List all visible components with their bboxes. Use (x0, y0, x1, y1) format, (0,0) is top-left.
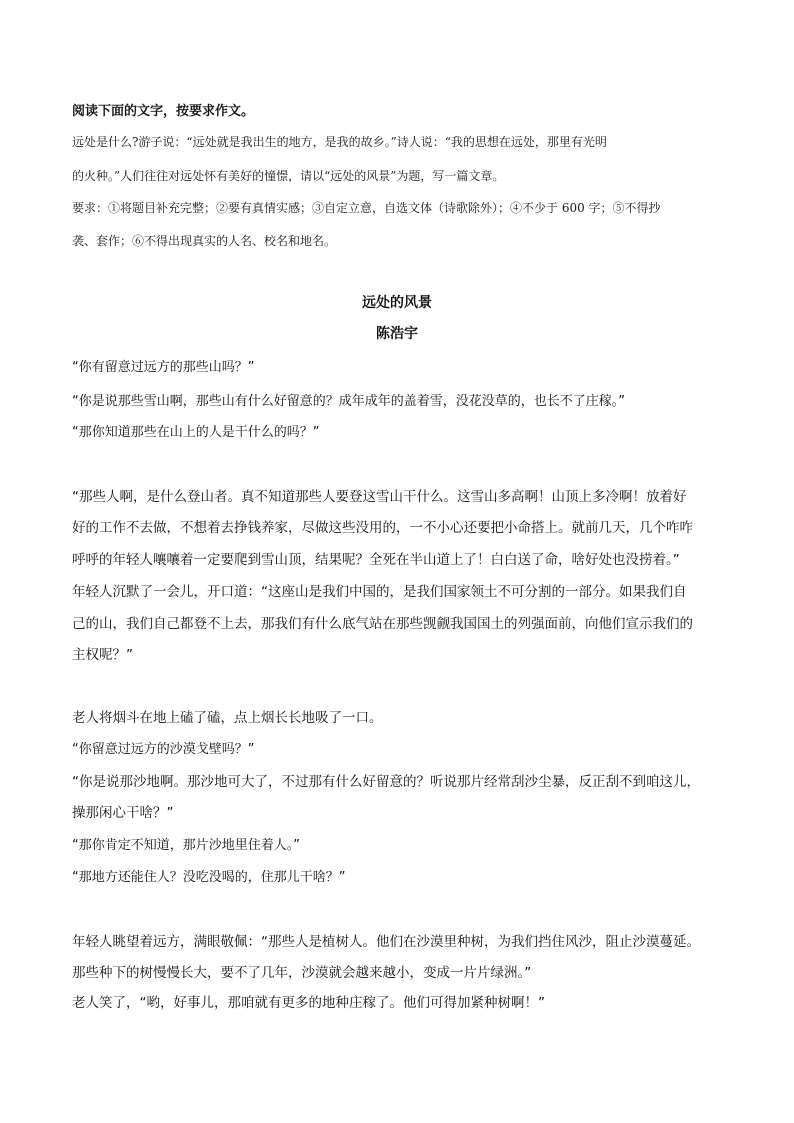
prompt-line: 的火种。”人们往往对远处怀有美好的憧憬，请以“远处的风景”为题，写一篇文章。 (72, 169, 505, 183)
essay-line: 呼呼的年轻人嚷嚷着一定要爬到雪山顶，结果呢？全死在半山道上了！白白送了命，啥好处也没捞着。” (72, 552, 680, 568)
essay-line: “你有留意过远方的那些山吗？” (72, 360, 255, 375)
essay-line: 操那闲心干啥？” (72, 805, 174, 821)
essay-line: 主权呢？” (72, 647, 133, 663)
essay-line: “那你肯定不知道，那片沙地里住着人。” (72, 838, 300, 853)
essay-line: 老人笑了，“哟，好事儿，那咱就有更多的地种庄稼了。他们可得加紧种树啊！” (72, 995, 545, 1011)
essay-line: “你是说那沙地啊。那沙地可大了，不过那有什么好留意的？听说那片经常刮沙尘暴，反正刮不到咱这儿， (72, 774, 700, 790)
essay-author: 陈浩宇 (376, 326, 418, 342)
essay-line: 己的山，我们自己都登不上去，那我们有什么底气站在那些觊觎我国国土的列强面前，向他们宣示我们的 (72, 616, 693, 632)
essay-line: “那你知道那些在山上的人是干什么的吗？” (72, 425, 320, 440)
prompt-line: 要求：①将题目补充完整；②要有真情实感；③自定立意，自选文体（诗歌除外）；④不少于 600 字；⑤不得抄 (72, 201, 661, 215)
essay-line: 年轻人沉默了一会儿，开口道：“这座山是我们中国的，是我们国家领土不可分割的一部分。如果我们自 (72, 584, 687, 600)
essay-line: 年轻人眺望着远方，满眼敬佩：“那些人是植树人。他们在沙漠里种树，为我们挡住风沙，阻止沙漠蔓延。 (72, 934, 700, 950)
prompt-line: 袭、套作；⑥不得出现真实的人名、校名和地名。 (72, 234, 337, 248)
essay-line: “你是说那些雪山啊，那些山有什么好留意的？成年成年的盖着雪，没花没草的，也长不了庄稼。” (72, 394, 625, 409)
essay-line: “那些人啊，是什么登山者。真不知道那些人要登这雪山干什么。这雪山多高啊！山顶上多冷啊！放着好 (72, 489, 687, 505)
essay-line: 好的工作不去做，不想着去挣钱养家，尽做这些没用的，一不小心还要把小命搭上。就前几天，几个咋咋 (72, 520, 693, 536)
essay-line: 老人将烟斗在地上磕了磕，点上烟长长地吸了一口。 (72, 710, 383, 726)
prompt-line: 远处是什么?游子说：“远处就是我出生的地方，是我的故乡。”诗人说：“我的思想在远处，那里有光明 (72, 135, 607, 149)
essay-line: “你留意过远方的沙漠戈壁吗？” (72, 742, 255, 757)
essay-line: 那些种下的树慢慢长大，要不了几年，沙漠就会越来越小，变成一片片绿洲。” (72, 965, 532, 981)
essay-title: 远处的风景 (362, 295, 432, 311)
essay-line: “那地方还能住人？没吃没喝的，住那儿干啥？” (72, 870, 346, 885)
prompt-heading: 阅读下面的文字，按要求作文。 (72, 104, 255, 119)
